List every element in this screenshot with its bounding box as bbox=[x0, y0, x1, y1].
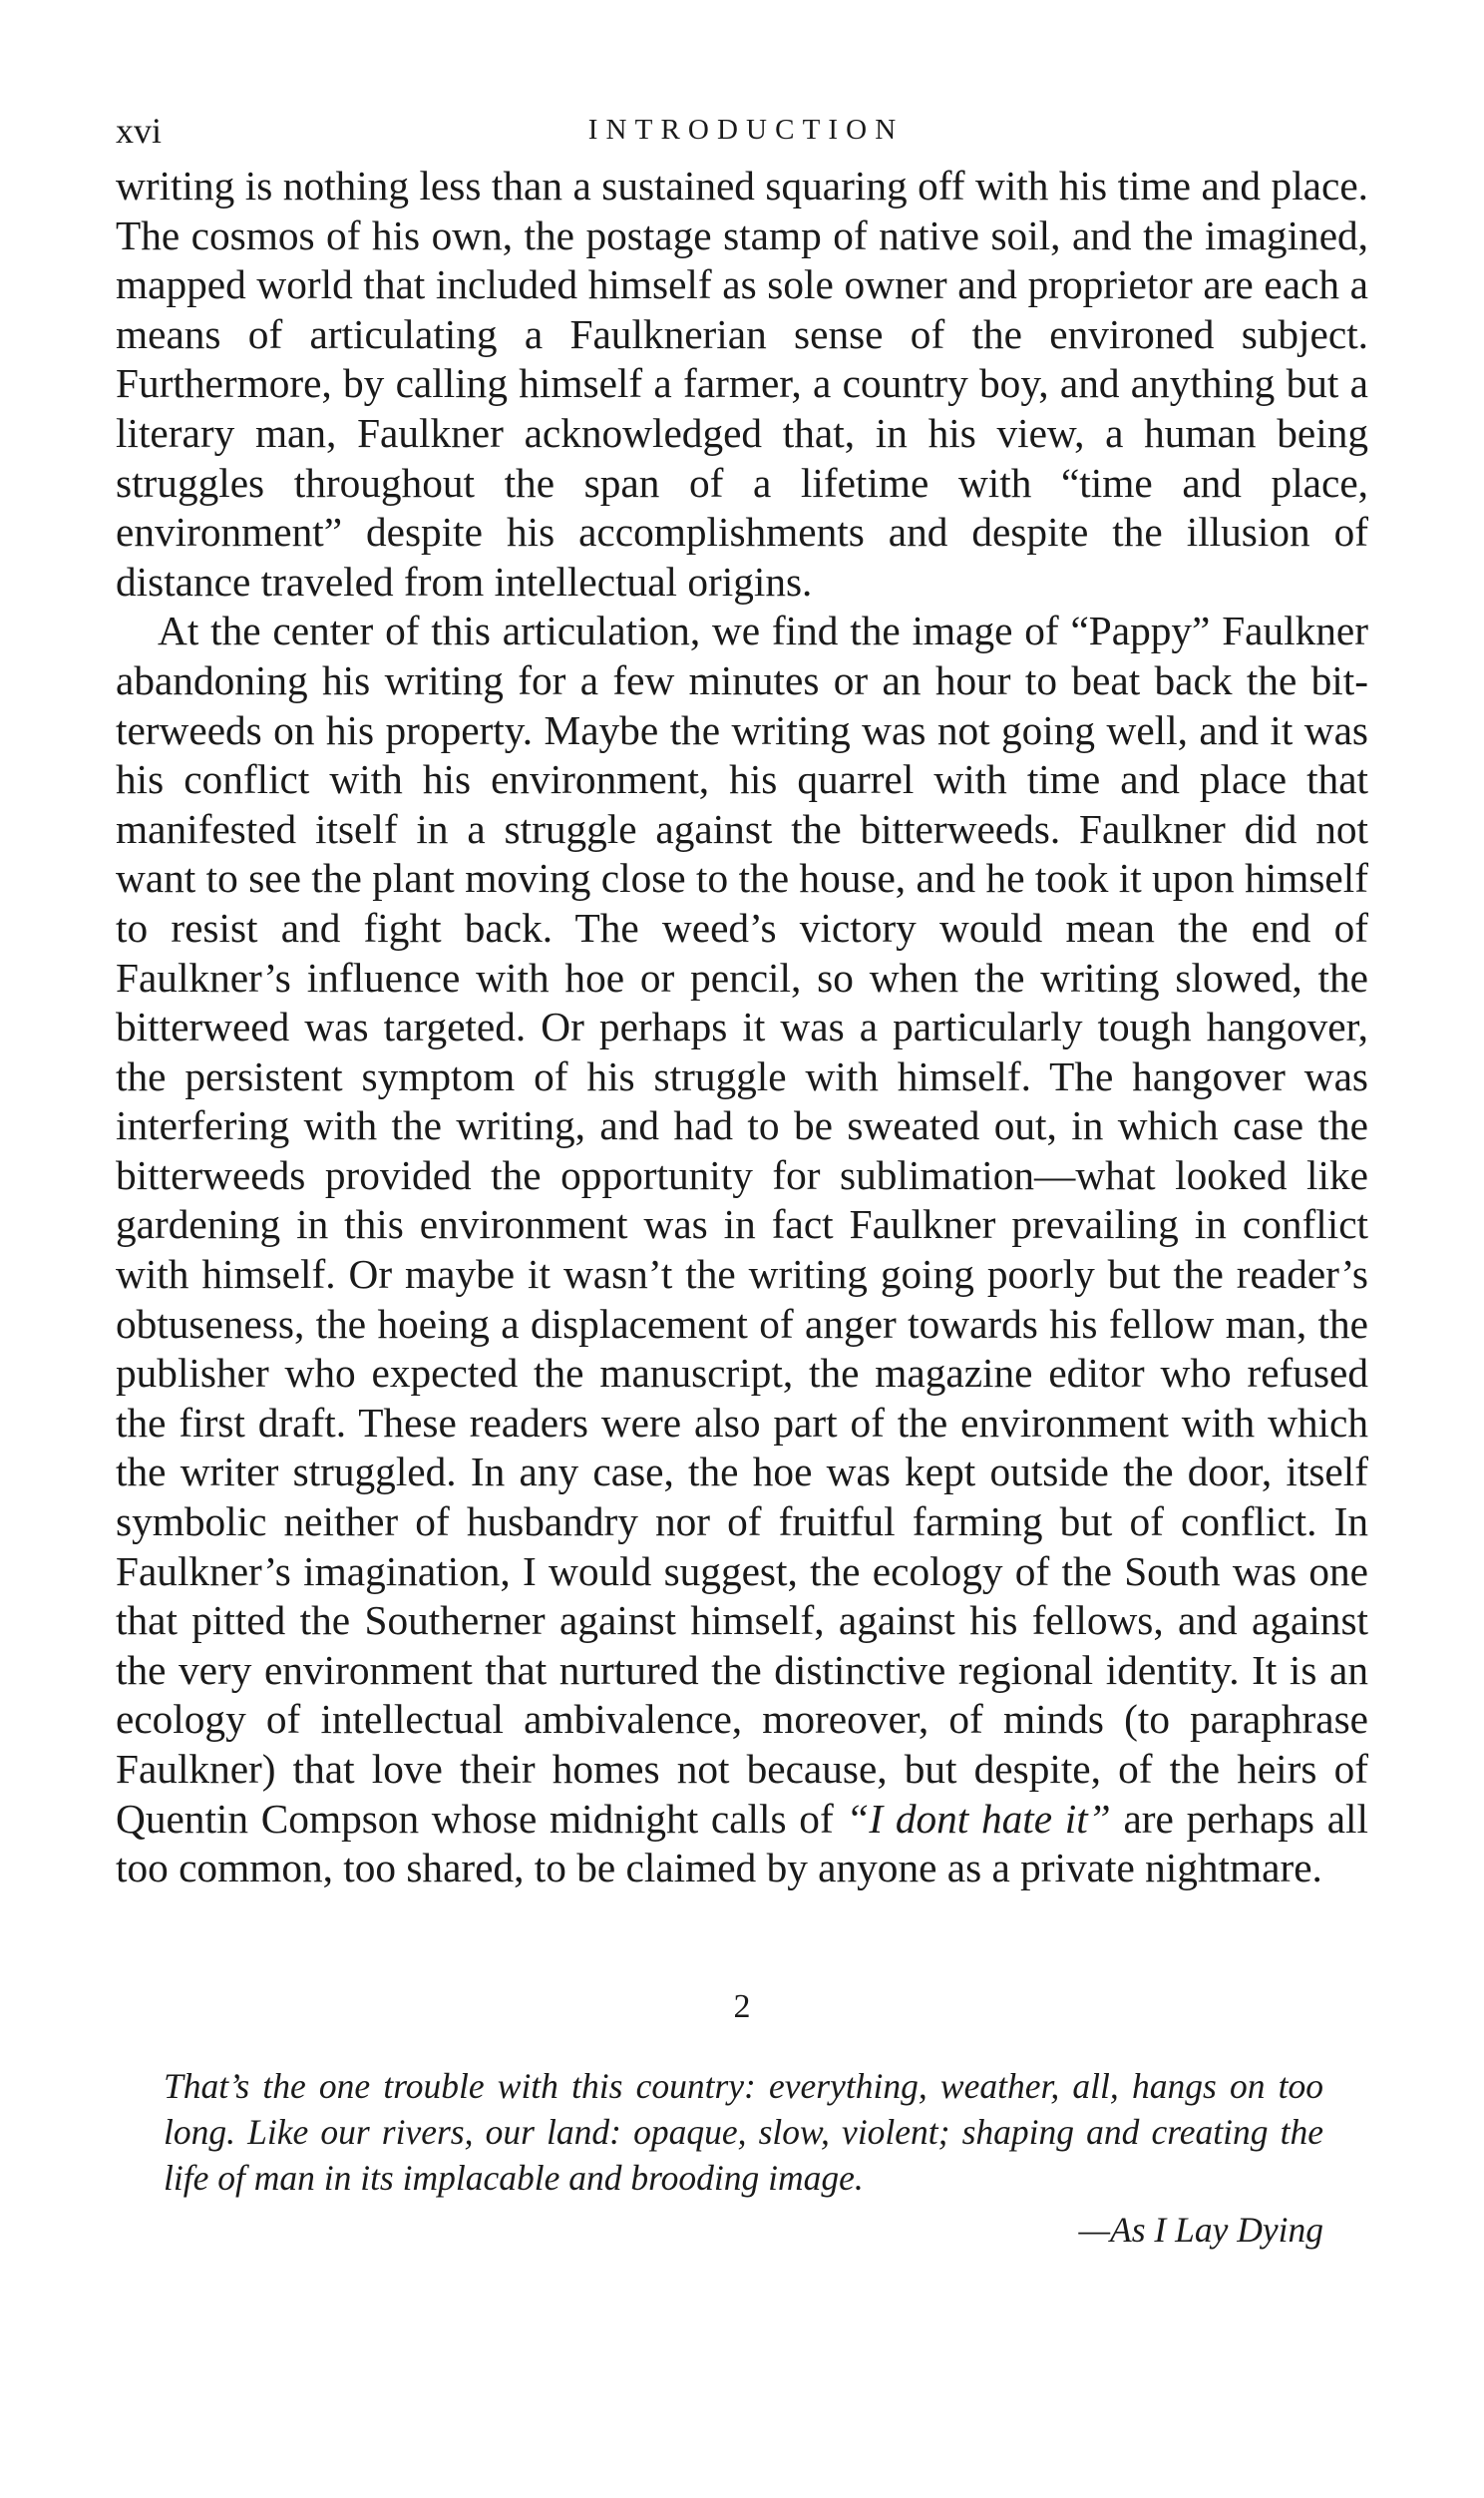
book-page bbox=[116, 100, 1368, 2253]
page-number: xvi bbox=[116, 111, 163, 151]
epigraph bbox=[164, 2063, 1323, 2253]
running-head-title: INTRODUCTION bbox=[587, 114, 905, 146]
quote-i-dont-hate-it: “I dont hate it” bbox=[846, 1795, 1111, 1842]
epigraph-attribution: —As I Lay Dying bbox=[1078, 2209, 1323, 2250]
paragraph-text-main: At the center of this articulation, we find the image of “Pappy” Faulkner abandoning his writing for a few minutes or an hour to beat back the bitterweeds on his property. Maybe the writing was not going well, and it was his conflict with his environment, his quarrel with time and place that manifested itself in a struggle against the bitterweeds. Faulkner did not want to see the plant moving close to the house, and he took it upon himself to resist and fight back. The weed’s victory would mean the end of Faulkner’s influence with hoe or pencil, so when the writing slowed, the bitterweed was targeted. Or perhaps it was a particularly tough hangover, the persistent symptom of his struggle with himself. The hangover was interfering with the writing, and had to be sweated out, in which case the bitterweeds provided the opportunity for sublimation—what looked like gardening in this environment was in fact Faulkner prevailing in conflict with himself. Or maybe it wasn’t the writing going poorly but the reader’s obtuseness, the hoeing a displacement of anger towards his fellow man, the publisher who expected the manuscript, the magazine editor who refused the first draft. These readers were also part of the environment with which the writer struggled. In any case, the hoe was kept outside the door, itself symbolic neither of husbandry nor of fruitful farming but of conflict. In Faulkner’s imagination, I would suggest, the ecology of the South was one that pitted the Southerner against himself, against his fellows, and against the very environment that nurtured the distinctive regional identity. It is an ecology of intellectual ambivalence, moreover, of minds (to paraphrase Faulkner) that love their homes not because, but despite, of the heirs of Quentin Compson whose midnight calls of bbox=[116, 608, 1368, 1842]
paragraph-continued: writing is nothing less than a sustained squaring off with his time and place. The cosmos of his own, the postage stamp of native soil, and the imagined, mapped world that included himself as sole owner and proprietor are each a means of articulating a Faulknerian sense of the environed subject. Furthermore, by calling himself a farmer, a country boy, and anything but a literary man, Faulkner acknowledged that, in his view, a human being struggles throughout the span of a lifetime with “time and place, environment” despite his accomplishments and despite the illusion of distance traveled from intellectual origins. bbox=[116, 163, 1368, 605]
epigraph-quote: That’s the one trouble with this country: everything, weather, all, hangs on too long. Like our rivers, our land: opaque, slow, violent; shaping and creating the life of man in its implacable and brooding image. bbox=[164, 2065, 1323, 2198]
paragraph-text-end: are perhaps all too common, too shared, to be claimed by anyone as a private nightmare. bbox=[116, 1795, 1368, 1891]
body-text bbox=[116, 162, 1368, 1893]
section-number: 2 bbox=[733, 1987, 751, 2025]
running-head bbox=[116, 100, 1368, 160]
paragraph-pappy-faulkner bbox=[116, 607, 1368, 1892]
